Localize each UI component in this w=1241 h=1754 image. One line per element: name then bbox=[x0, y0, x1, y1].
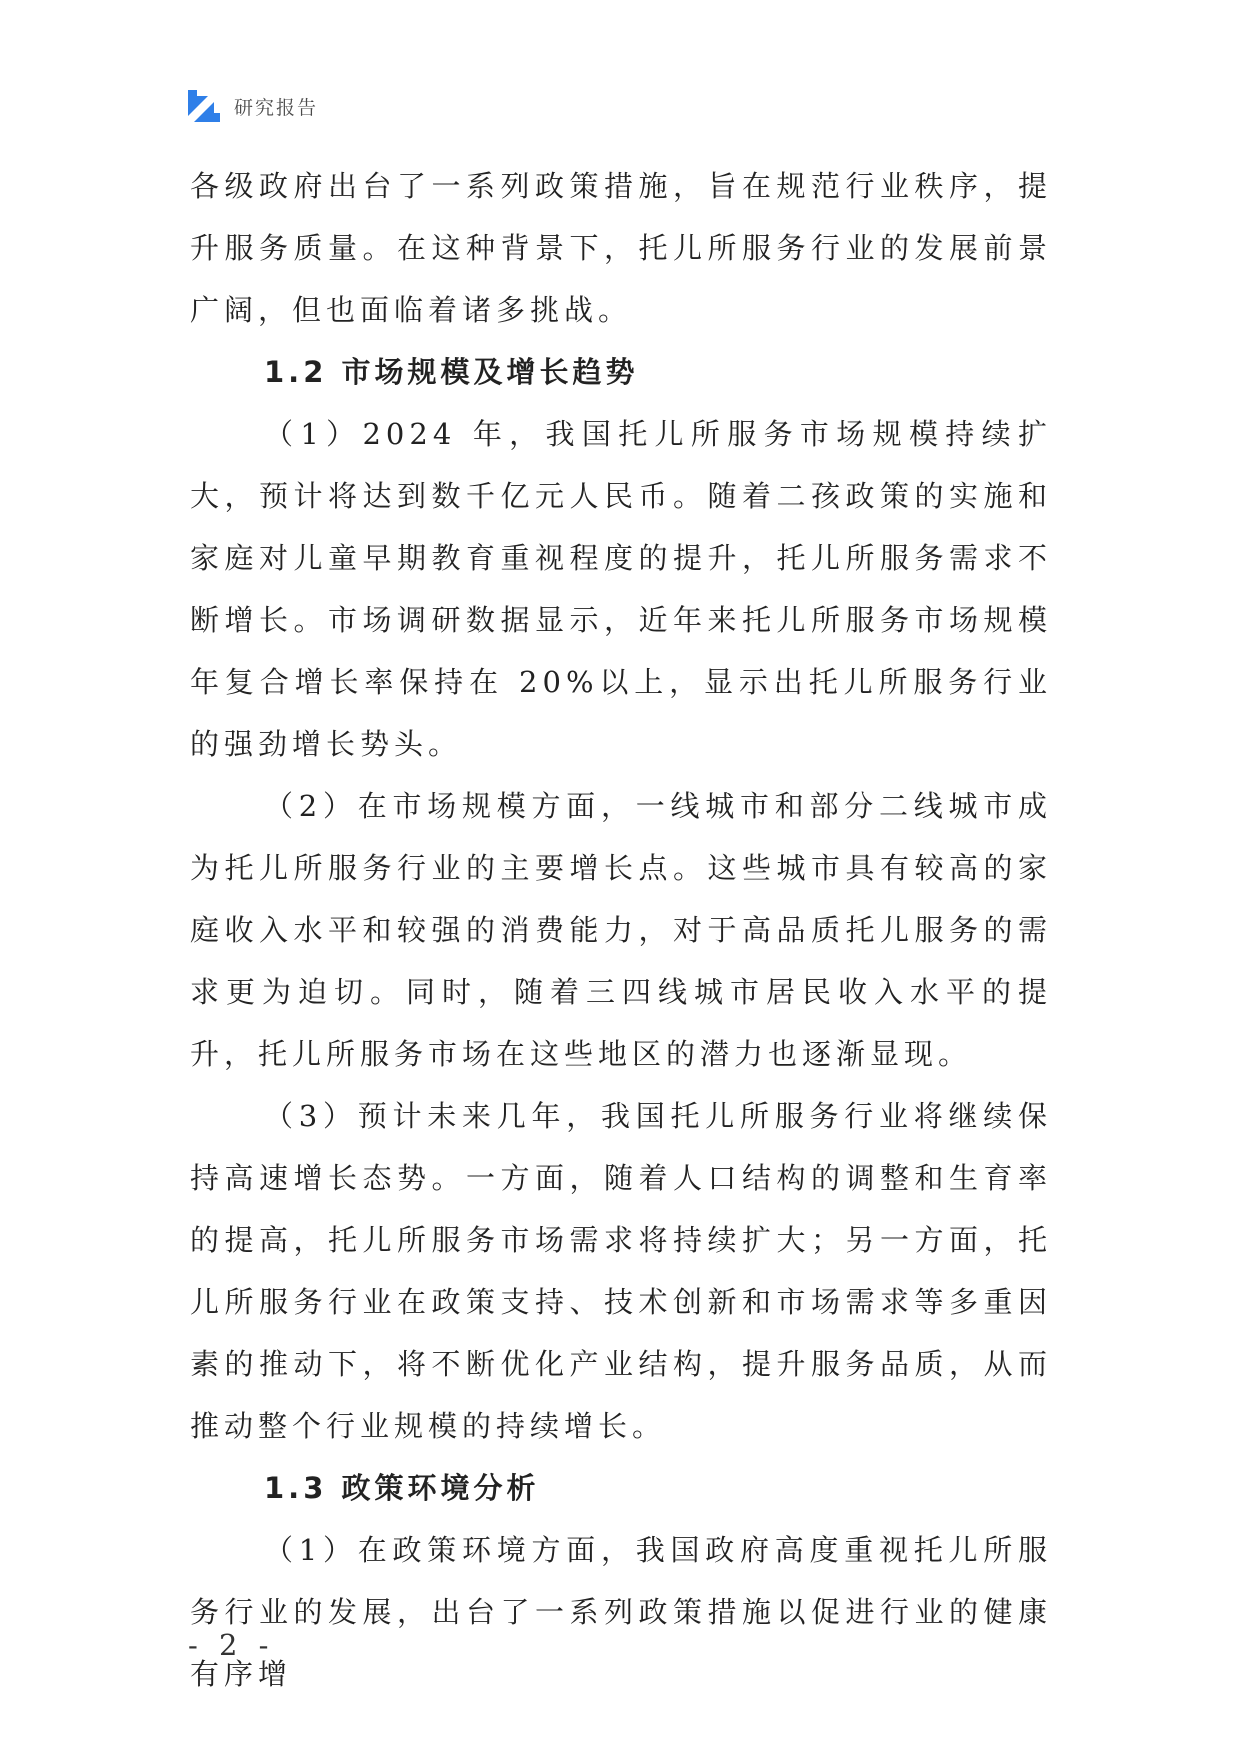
paragraph-1-2-3: （3）预计未来几年，我国托儿所服务行业将继续保持高速增长态势。一方面，随着人口结构的调整和生育率的提高，托儿所服务市场需求将持续扩大；另一方面，托儿所服务行业在政策支持、技术创新和市场需求等多重因素的推动下，将不断优化产业结构，提升服务品质，从而推动整个行业规模的持续增长。 bbox=[190, 1099, 1052, 1443]
paragraph-continuation: 各级政府出台了一系列政策措施，旨在规范行业秩序，提升服务质量。在这种背景下，托儿所服务行业的发展前景广阔，但也面临着诸多挑战。 bbox=[190, 169, 1052, 327]
document-body bbox=[190, 155, 1052, 1705]
arrow-up-right-icon bbox=[188, 90, 220, 122]
header-title: 研究报告 bbox=[234, 96, 319, 119]
paragraph-1-2-1: （1）2024 年，我国托儿所服务市场规模持续扩大，预计将达到数千亿元人民币。随着二孩政策的实施和家庭对儿童早期教育重视程度的提升，托儿所服务需求不断增长。市场调研数据显示，近年来托儿所服务市场规模年复合增长率保持在 20%以上，显示出托儿所服务行业的强劲增长势头。 bbox=[190, 417, 1052, 761]
section-heading-1-3: 1.3 政策环境分析 bbox=[264, 1471, 540, 1505]
page-header bbox=[188, 90, 318, 122]
section-heading-1-2: 1.2 市场规模及增长趋势 bbox=[264, 355, 639, 389]
paragraph-1-3-1: （1）在政策环境方面，我国政府高度重视托儿所服务行业的发展，出台了一系列政策措施以促进行业的健康有序增 bbox=[190, 1533, 1052, 1691]
page-number: - 2 - bbox=[188, 1628, 275, 1662]
paragraph-1-2-2: （2）在市场规模方面，一线城市和部分二线城市成为托儿所服务行业的主要增长点。这些城市具有较高的家庭收入水平和较强的消费能力，对于高品质托儿服务的需求更为迫切。同时，随着三四线城市居民收入水平的提升，托儿所服务市场在这些地区的潜力也逐渐显现。 bbox=[190, 789, 1052, 1071]
